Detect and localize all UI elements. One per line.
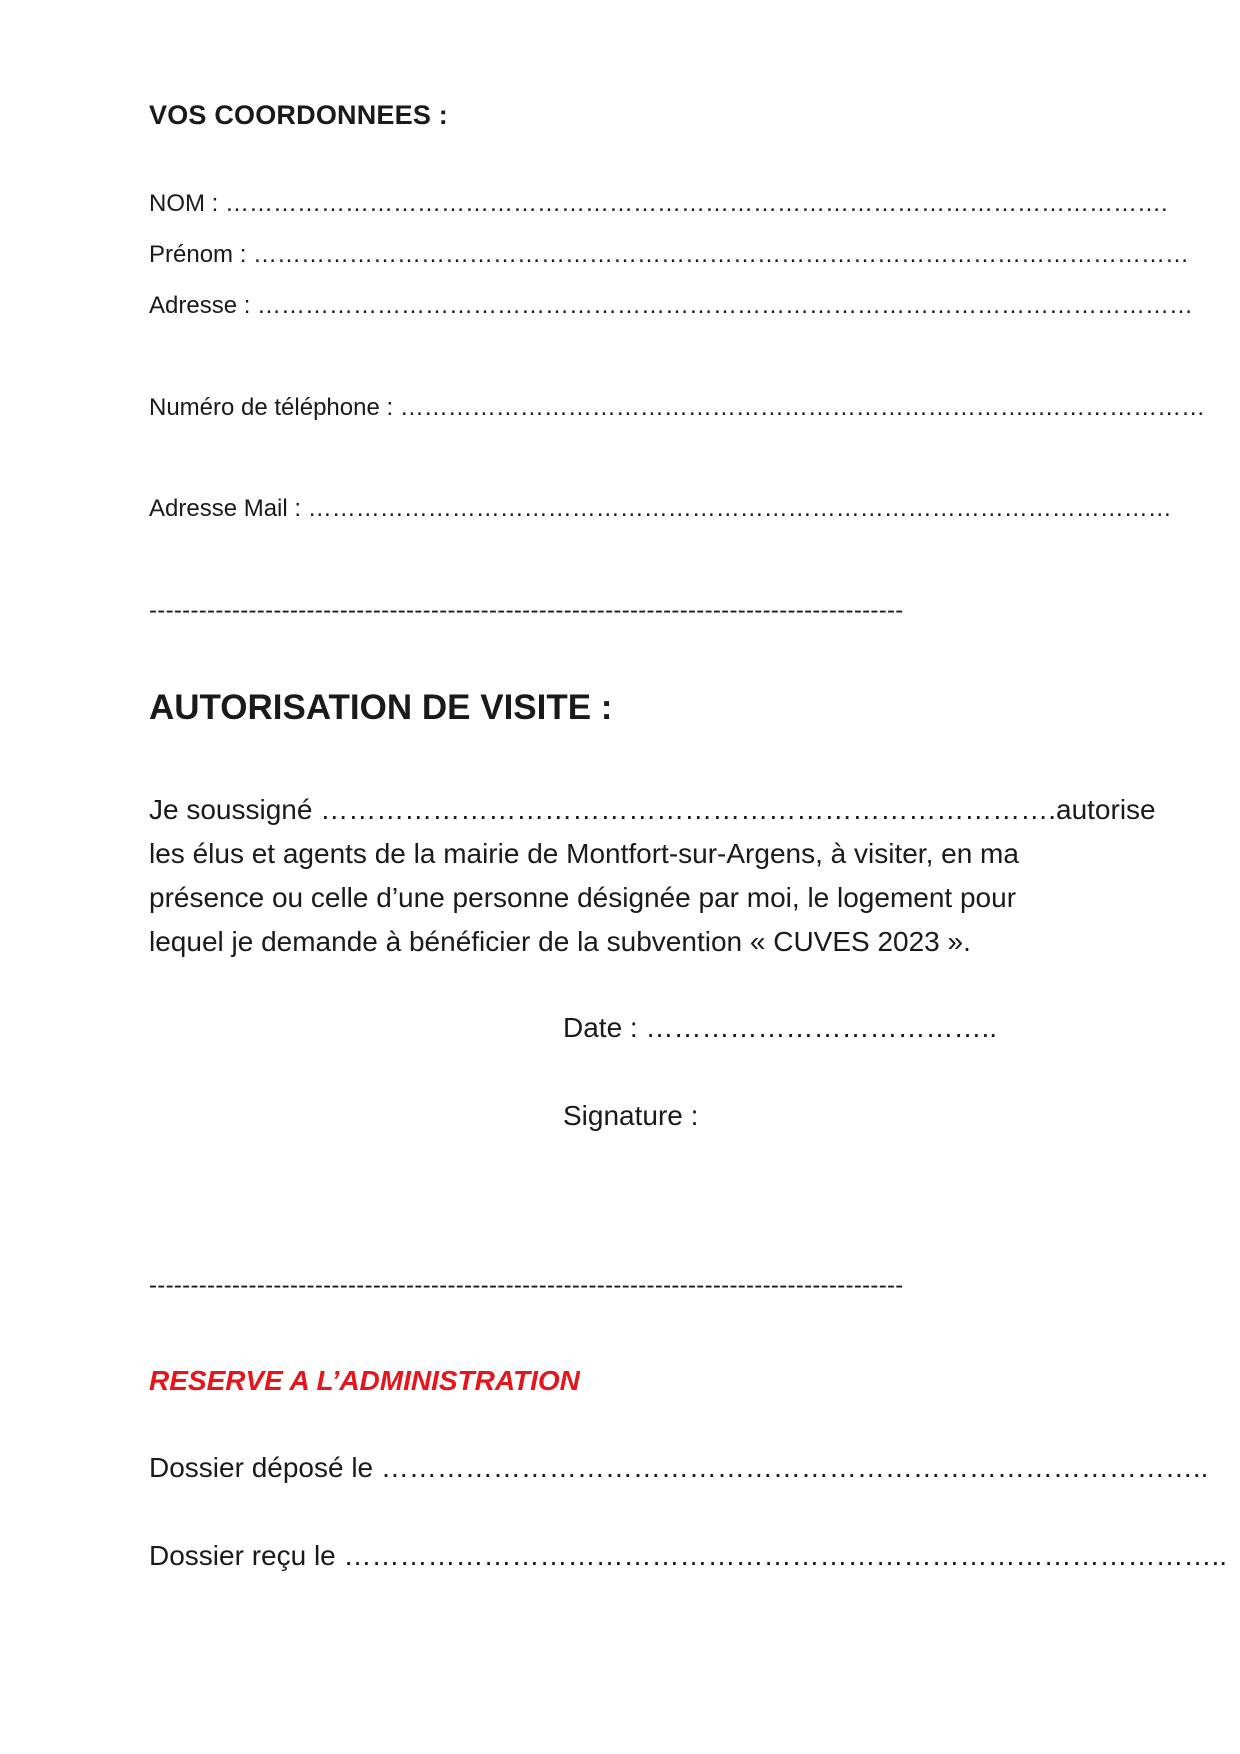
paragraph-line-4: lequel je demande à bénéficier de la subvention « CUVES 2023 ». <box>149 926 971 957</box>
paragraph-line-1-start: Je soussigné ……………………………………………………………………. <box>149 794 1056 825</box>
signature-field: Signature : <box>563 1100 699 1131</box>
mail-field: Adresse Mail : ……………………………………………………………………………………………… <box>149 495 1172 522</box>
paragraph-line-1 <box>149 788 1156 832</box>
adresse-field: Adresse : ……………………………………………………………………………………………………… <box>149 292 1194 319</box>
contact-section-title: VOS COORDONNEES : <box>149 100 448 130</box>
admin-section-title: RESERVE A L’ADMINISTRATION <box>149 1365 580 1396</box>
telephone-field: Numéro de téléphone : ……………………………………………………………………..………………… <box>149 394 1206 421</box>
paragraph-line-2: les élus et agents de la mairie de Montfort-sur-Argens, à visiter, en ma <box>149 838 1019 869</box>
date-field: Date : ……………………………….. <box>563 1012 998 1043</box>
paragraph-line-1-end: autorise <box>1056 794 1156 825</box>
authorization-paragraph <box>149 788 1156 964</box>
separator-top: ------------------------------------------------------------------------------------------- <box>149 597 904 624</box>
prenom-field: Prénom : ……………………………………………………………………………………………………… <box>149 241 1190 268</box>
dossier-depose-field: Dossier déposé le …………………………………………………………………………….. <box>149 1452 1209 1483</box>
separator-bottom: ------------------------------------------------------------------------------------------- <box>149 1272 904 1299</box>
authorization-section-title: AUTORISATION DE VISITE : <box>149 688 613 727</box>
dossier-recu-field: Dossier reçu le ………………………………………………………………………………….. <box>149 1540 1228 1571</box>
nom-field: NOM : ………………………………………………………………………………………………………. <box>149 190 1168 217</box>
paragraph-line-3: présence ou celle d’une personne désignée par moi, le logement pour <box>149 882 1017 913</box>
